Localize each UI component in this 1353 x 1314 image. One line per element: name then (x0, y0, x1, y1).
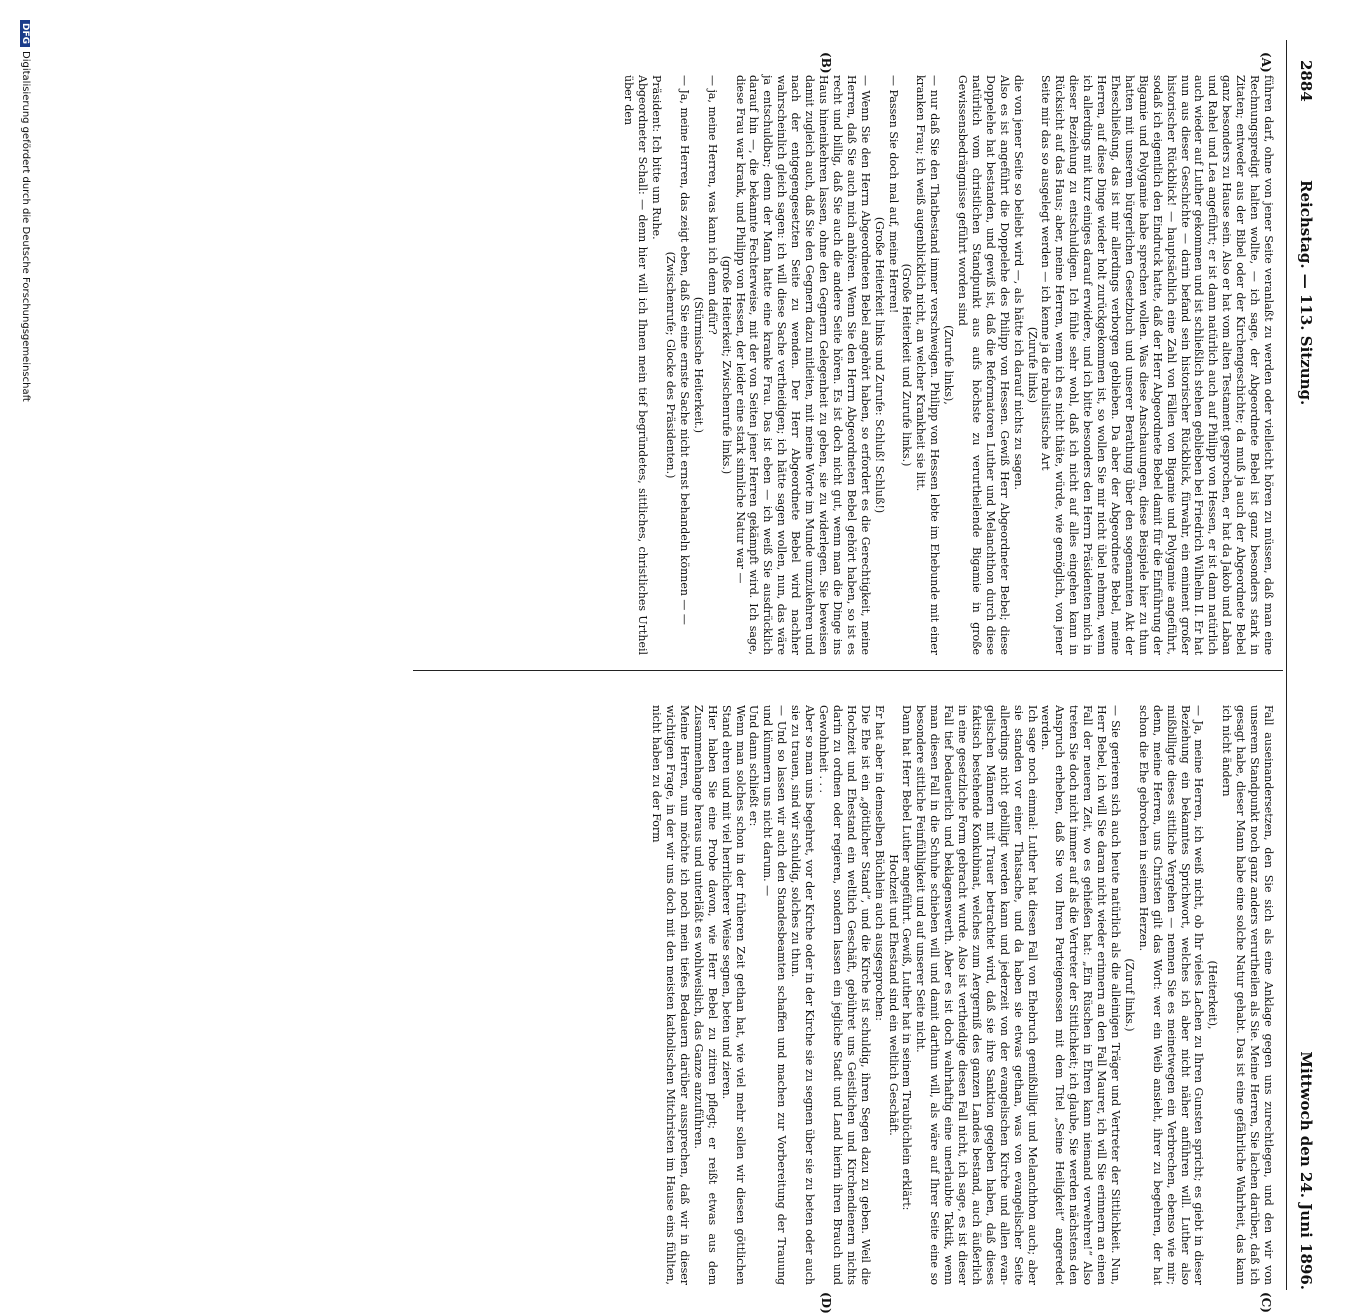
header-rule (1286, 40, 1287, 1290)
paragraph: (große Heiterkeit; Zwischenrufe links.) (719, 255, 733, 475)
paragraph: — Ja, meine Herren, das zeigt eben, daß Sie eine ernste Sache nicht ernst behandeln können — — (677, 75, 691, 625)
paragraph: — ja, meine Herren, was kann ich denn dafür? (705, 75, 719, 335)
paragraph: — Sie gerieren sich auch heute natürlich als die alleinigen Träger und Vertreter der Sittlichkeit. Nun, Herr Bebel, ich will Sie daran nicht wieder erinnern an den Fall Maurer, ich will Sie erinnern an einen Fall der neueren Zeit, wo es gehießen hat: „Ein Rüschen in Ehren kann niemand verwehren!“ Also treten Sie doch nicht immer auf als die Vertreter der Sittlichkeit; ich glaube, Sie werden nächstens den Anspruch erheben, daß Sie von Ihren Parteigenossen mit dem Titel „Seine Heiligkeit“ angeredet werden. (1039, 705, 1123, 1285)
paragraph: — Ja, meine Herren, ich weiß nicht, ob Ihr vieles Lachen zu Ihren Gunsten spricht; es giebt in dieser Beziehung ein bekanntes Sprichwort, welches ich aber nicht näher anführen will. Luther also mißbilligte dieses sittliche Vergehen — nennen Sie es meinetwegen ein Verbrechen, ebenso wie mir; denn, meine Herren, uns Christen gilt das Wort: wer ein Weib ansieht, ihrer zu begehren, der hat schon die Ehe gebrochen in seinem Herzen. (1136, 705, 1206, 1285)
paragraph: — Und so lassen wir auch den Standesbeamten schaffen und machen zur Vorbereitung der Trauung und kümmern uns nicht darum. — (761, 705, 789, 1285)
margin-marker-a: (A) (1259, 52, 1273, 73)
paragraph: die von jener Seite so beliebt wird —, als hätte ich darauf nichts zu sagen. (1011, 75, 1025, 490)
paragraph: (Große Heiterkeit und Zurufe links.) (900, 263, 914, 467)
page-number: 2884 (1297, 60, 1315, 102)
paragraph: Fall auseinandersetzen, den Sie sich als eine Anklage gegen uns zurechtlegen, und den wir von unserem Standpunkt noch ganz anders verurtheilen als Sie. Meine Herren, Sie lachen darüber, daß ich gesagt habe, dieser Mann habe eine solche Natur gehabt. Das ist eine gefährliche Wahrheit, das kann ich nicht ändern (1220, 705, 1275, 1285)
paragraph: Meine Herren, nun möchte ich noch mein tiefes Bedauern darüber aussprechen, daß wir in dieser wichtigen Frage, in der wir uns doch mit den meisten katholischen Mitchristen im Hause eins fühlten, nicht haben zu der Form (650, 705, 691, 1285)
session-date: Mittwoch den 24. Juni 1896. (1297, 1051, 1315, 1290)
paragraph: Und dann schließt er: (747, 705, 761, 827)
page-header (1291, 60, 1315, 1290)
paragraph: Er hat aber in demselben Büchlein auch ausgesprochen: (872, 705, 886, 1021)
paragraph: Aber so man uns begehret, vor der Kirche oder in der Kirche sie zu segnen über sie zu beten oder auch sie zu trauen, sind wir schuldig, solches zu thun. (789, 705, 817, 1285)
left-column (621, 75, 1275, 655)
column-divider (413, 670, 1283, 671)
right-column (649, 705, 1275, 1285)
digitization-credit (20, 20, 31, 402)
paragraph: Präsident: Ich bitte um Ruhe. (650, 75, 664, 240)
paragraph: (Heiterkeit), (1206, 960, 1220, 1030)
page-title: Reichstag. — 113. Sitzung. (1297, 180, 1315, 406)
paragraph: — Passen Sie doch mal auf, meine Herren! (886, 75, 900, 314)
paragraph: Hier haben Sie eine Probe davon, wie Herr Bebel zu zitiren pflegt; er reißt etwas aus dem Zusammenhange heraus und unterläßt es wohlweislich, das Ganze anzuführen. (691, 705, 719, 1285)
paragraph: Dann hat Herr Bebel Luther angeführt. Gewiß, Luther hat in seinem Traubüchlein erklärt: (900, 705, 914, 1211)
paragraph: (Zurufe links) (1025, 326, 1039, 404)
paragraph: führen darf, ohne von jener Seite veranlaßt zu werden oder vielleicht hören zu müssen, daß man eine Rechnungspredigt halten wollte, — ich sage, der Abgeordnete Bebel ist ganz besonders stark in Zitaten; entweder aus der Bibel oder der Kirchengeschichte; da muß ja auch der Abgeordnete Bebel ganz besonders zu Hause sein. Also er hat vom alten Testament gesprochen, er hat da Jakob und Laban und Rahel und Lea angeführt; er ist dann natürlich auch auf Philipp von Hessen, er ist dann natürlich auch wieder auf Luther gekommen und ist schließlich stehen geblieben bei Friedrich Wilhelm II. Er hat nun aus dieser Geschichte — darin befand sein historischer Rückblick, fürwahr, ein eminent großer historischer Rückblick! — hauptsächlich eine Zahl von Fällen von Bigamie und Polygamie angeführt, sodaß ich eigentlich den Eindruck hatte, daß der Herr Abgeordnete Bebel damit für die Einführung der Bigamie und Polygamie habe sprechen wollen. Was diese Anschauungen, diese Beispiele hier zu thun hatten mit unserem bürgerlichen Gesetzbuch und unserer Berathung über den sogenannten Akt der Eheschließung, das ist mir allerdings verborgen geblieben. Da aber der Abgeordnete Bebel, meine Herren, auf diese Dinge wieder holt zurückgekommen ist, so wollen Sie mir nicht übel nehmen, wenn ich allerdings mit kurz einiges darauf erwidere, und ich bitte besonders den Herrn Präsidenten mich in dieser Beziehung zu entschuldigen. Ich fühle sehr wohl, daß ich nicht auf alles eingehen kann in Rücksicht auf das Haus; aber, meine Herren, wenn ich es nicht thäte, würde, wie gemöglich, von jener Seite mir das so ausgelegt werden — ich kenne ja die rabulistische Art (1039, 75, 1275, 655)
paragraph: Also es ist angeführt die Doppelehe des Philipp von Hessen. Gewiß Herr Abgeordneter Bebel; diese Doppelehe hat bestanden, und gewiß ist, daß die Reformatoren Luther und Melanchthon durch diese natürlich vom christlichen Standpunkt aus aufs höchste zu verurtheilende Bigamie in große Gewissensbedrängnisse geführt worden sind (956, 75, 1011, 655)
dfg-logo: DFG (20, 20, 30, 47)
paragraph: Die Ehe ist ein „göttlicher Stand“, und die Kirche ist schuldig, ihren Segen dazu zu geben. Weil die Hochzeit und Ehestand ein weltlich Geschäft, gebühret uns Geistlichen und Kirchendienern nichts darin zu ordnen oder regieren, sondern lassen ein jegliche Stadt und Land hierin ihren Brauch und Gewohnheit . . . (817, 705, 872, 1285)
paragraph: (Zwischenrufe; Glocke des Präsidenten.) (664, 251, 678, 479)
paragraph: Hochzeit und Ehestand sind ein weltlich Geschäft. (886, 854, 900, 1136)
paragraph: Ich sage noch einmal: Luther hat diesen Fall von Ehebruch gemißbilligt und Melanchthon auch; aber sie standen vor einer Thatsache, und da haben sie etwas gethan, was von evangelischer Seite allerdings nicht gebilligt werden kann und jederzeit von der evangelischen Kirche und allen evangelischen Männern mit Trauer betrachtet wird, daß sie ihre Sanktion gegeben haben, daß dieses faktisch bestehende Konkubinat, welches zum Aergerniß des ganzen Landes bestand, auch äußerlich in eine gesetzliche Form gebracht wurde. Also ist vertheidige diesen Fall nicht, ich sage, es ist dieser Fall tief bedauerlich und beklagenswerth. Aber es ist doch wahrhaftig eine unerlaubte Taktik, wenn man diesen Fall in die Schuhe schieben will und damit darthun will, als wäre auf Ihrer Seite eine so besondere sittliche Feinfühligkeit und auf unserer Seite nicht. (914, 705, 1039, 1285)
margin-marker-d: (D) (819, 1292, 833, 1314)
margin-marker-c: (C) (1259, 1292, 1273, 1313)
paragraph: Wenn man solches schon in der früheren Zeit gethan hat, wie viel mehr sollen wir diesen göttlichen Stand ehren und mit viel herrlicherer Weise segnen, beten und zieren. (719, 705, 747, 1285)
paragraph: (Stürmische Heiterkeit.) (691, 296, 705, 434)
paragraph: — nur daß Sie den Thatbestand immer verschweigen. Philipp von Hessen lebte im Ehebunde mit einer kranken Frau; ich weiß augenblicklich nicht, an welcher Krankheit sie litt. (914, 75, 942, 655)
margin-marker-b: (B) (819, 52, 833, 74)
paragraph: (Große Heiterkeit links und Zurufe: Schluß! Schluß!) (872, 216, 886, 514)
paragraph: — Wenn Sie den Herrn Abgeordneten Bebel angehört haben, so erfordert es die Gerechtigkeit, meine Herren, daß Sie auch mich anhören. Wenn Sie den Herrn Abgeordneten Bebel gehört haben, so ist es recht und billig, daß Sie auch die andere Seite hören. Es ist doch nicht gut, wenn man die Dinge ins Haus hineinkehren lassen, ohne den Gegnern Gelegenheit zu geben, sie zu widerlegen. Sie beweisen damit zugleich auch, daß Sie den Gegnern dazu mitleiten, mit meine Worte im Munde umzukehren und nach der entgegengesetzten Seite zu wenden. Der Herr Abgeordnete Bebel wird nachher wahrscheinlich gleich sagen: ich will diese Sache vertheidigen; ich hätte sagen wollen, nun, das wäre ja entschuldbar; denn der Mann hatte eine kranke Frau. Das ist eben — ich weiß Sie ausdrücklich darauf hin —, die bekannte Fechterweise, mit der von Seiten jener Herren gekämpft wird. Ich sage, diese Frau war krank, und Philipp von Hessen, der leider eine stark sinnliche Natur war — (733, 75, 872, 655)
paragraph: (Zurufe links), (942, 325, 956, 405)
paragraph: Abgeordneter Schall: — denn hier will ich Ihnen mein tief begründetes, sittliches, christliches Urtheil über den (622, 75, 650, 655)
paragraph: (Zuruf links.) (1122, 958, 1136, 1032)
credit-text: Digitalisierung gefördert durch die Deutsche Forschungsgemeinschaft (20, 51, 31, 402)
